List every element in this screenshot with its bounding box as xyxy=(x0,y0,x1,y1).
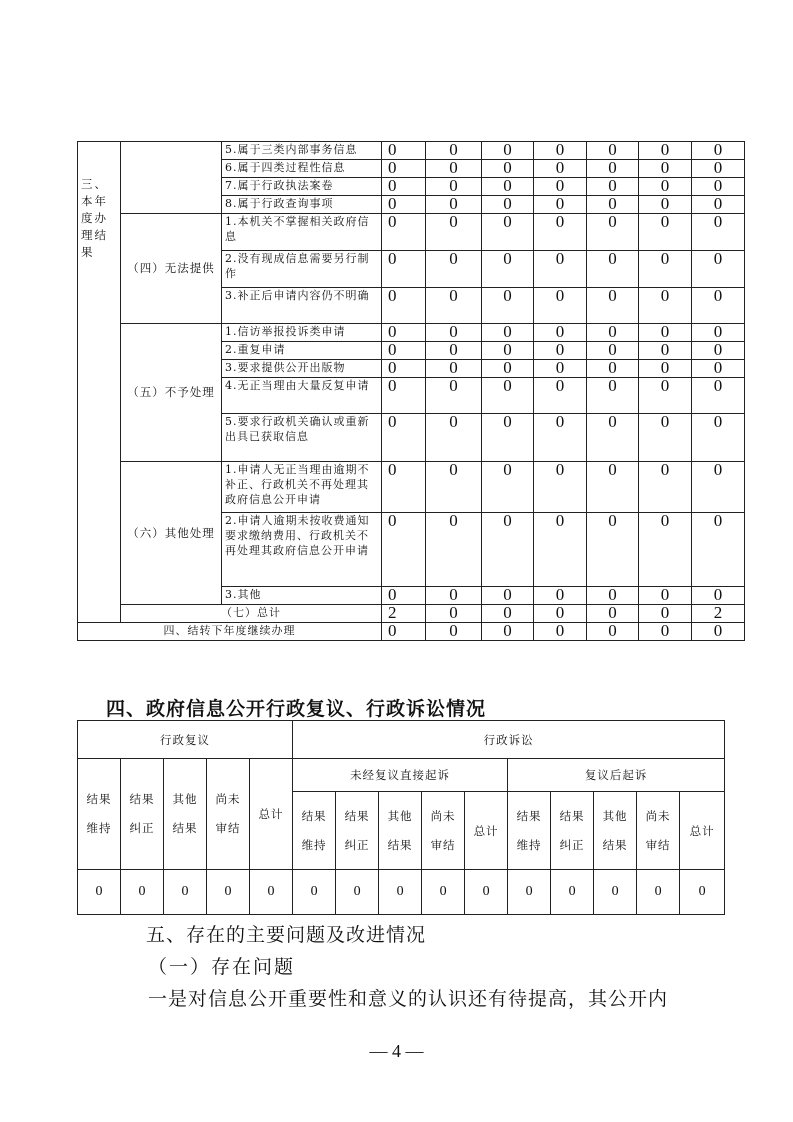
row-label: 3.要求提供公开出版物 xyxy=(222,360,382,378)
review-col-4: 尚未 审结 xyxy=(207,759,250,870)
body-paragraph: 一是对信息公开重要性和意义的认识还有待提高，其公开内 xyxy=(148,988,669,1010)
value-cell: 0 xyxy=(639,623,692,641)
value-cell: 0 xyxy=(692,142,745,160)
value-cell: 0 xyxy=(465,870,508,915)
value-cell: 0 xyxy=(164,870,207,915)
value-cell: 0 xyxy=(482,605,534,623)
value-cell: 0 xyxy=(587,623,639,641)
value-cell: 0 xyxy=(534,462,587,513)
value-cell: 0 xyxy=(692,160,745,178)
value-cell: 0 xyxy=(639,360,692,378)
value-cell: 0 xyxy=(637,870,680,915)
value-cell: 0 xyxy=(207,870,250,915)
section5-title: 五、存在的主要问题及改进情况 xyxy=(146,924,427,946)
value-cell: 0 xyxy=(534,513,587,587)
value-cell: 0 xyxy=(534,214,587,251)
row-label: 2.没有现成信息需要另行制作 xyxy=(222,251,382,288)
value-cell: 0 xyxy=(692,251,745,288)
value-cell: 0 xyxy=(534,324,587,342)
value-cell: 0 xyxy=(692,513,745,587)
value-cell: 0 xyxy=(426,360,482,378)
value-cell: 0 xyxy=(534,160,587,178)
after-review-header: 复议后起诉 xyxy=(508,759,725,792)
direct-col-2: 结果 纠正 xyxy=(336,792,379,870)
value-cell: 0 xyxy=(426,251,482,288)
value-cell: 0 xyxy=(426,623,482,641)
value-cell: 0 xyxy=(692,342,745,360)
value-cell: 0 xyxy=(426,288,482,324)
value-cell: 0 xyxy=(587,513,639,587)
carryover-label: 四、结转下年度继续办理 xyxy=(78,623,382,641)
value-cell: 0 xyxy=(426,605,482,623)
group5-label: （五）不予处理 xyxy=(121,324,222,462)
value-cell: 0 xyxy=(382,160,426,178)
direct-col-1: 结果 维持 xyxy=(293,792,336,870)
value-cell: 0 xyxy=(482,360,534,378)
value-cell: 0 xyxy=(587,251,639,288)
value-cell: 0 xyxy=(382,288,426,324)
value-cell: 0 xyxy=(336,870,379,915)
row-label: 3.其他 xyxy=(222,587,382,605)
category-label: 三、本年度办理结果 xyxy=(78,142,121,623)
value-cell: 0 xyxy=(639,142,692,160)
value-cell: 0 xyxy=(426,342,482,360)
value-cell: 0 xyxy=(587,214,639,251)
value-cell: 0 xyxy=(587,605,639,623)
value-cell: 0 xyxy=(482,160,534,178)
row-label: 1.本机关不掌握相关政府信息 xyxy=(222,214,382,251)
value-cell: 0 xyxy=(534,196,587,214)
value-cell: 0 xyxy=(534,142,587,160)
value-cell: 0 xyxy=(482,324,534,342)
value-cell: 0 xyxy=(587,324,639,342)
after-total: 总计 xyxy=(680,792,725,870)
value-cell: 0 xyxy=(639,196,692,214)
value-cell: 0 xyxy=(482,378,534,414)
value-cell: 0 xyxy=(639,214,692,251)
value-cell: 0 xyxy=(692,178,745,196)
value-cell: 0 xyxy=(587,587,639,605)
value-cell: 0 xyxy=(382,178,426,196)
value-cell: 0 xyxy=(382,214,426,251)
value-cell: 0 xyxy=(482,178,534,196)
value-cell: 0 xyxy=(692,623,745,641)
value-cell: 0 xyxy=(587,462,639,513)
value-cell: 0 xyxy=(534,342,587,360)
value-cell: 0 xyxy=(482,587,534,605)
row-label: 3.补正后申请内容仍不明确 xyxy=(222,288,382,324)
review-col-1: 结果 维持 xyxy=(78,759,121,870)
value-cell: 0 xyxy=(692,288,745,324)
value-cell: 0 xyxy=(426,462,482,513)
row-label: 7.属于行政执法案卷 xyxy=(222,178,382,196)
value-cell: 0 xyxy=(534,605,587,623)
value-cell: 0 xyxy=(382,414,426,462)
value-cell: 0 xyxy=(587,378,639,414)
value-cell: 0 xyxy=(639,178,692,196)
value-cell: 0 xyxy=(426,178,482,196)
value-cell: 0 xyxy=(639,160,692,178)
value-cell: 0 xyxy=(382,462,426,513)
subsection-title: （一）存在问题 xyxy=(148,956,296,978)
value-cell: 0 xyxy=(594,870,637,915)
value-cell: 0 xyxy=(482,623,534,641)
direct-litigation-header: 未经复议直接起诉 xyxy=(293,759,508,792)
value-cell: 0 xyxy=(482,288,534,324)
value-cell: 0 xyxy=(382,251,426,288)
value-cell: 0 xyxy=(639,605,692,623)
row-label: 2.申请人逾期未按收费通知要求缴纳费用、行政机关不再处理其政府信息公开申请 xyxy=(222,513,382,587)
value-cell: 0 xyxy=(534,378,587,414)
value-cell: 0 xyxy=(534,251,587,288)
value-cell: 0 xyxy=(639,414,692,462)
value-cell: 0 xyxy=(293,870,336,915)
row-label: 5.属于三类内部事务信息 xyxy=(222,142,382,160)
application-results-table xyxy=(77,141,745,641)
group4-label: （四）无法提供 xyxy=(121,214,222,324)
value-cell: 0 xyxy=(379,870,422,915)
review-total: 总计 xyxy=(250,759,293,870)
row-label: 2.重复申请 xyxy=(222,342,382,360)
value-cell: 0 xyxy=(382,513,426,587)
total-label: （七）总计 xyxy=(121,605,382,623)
value-cell: 0 xyxy=(639,513,692,587)
value-cell: 0 xyxy=(587,196,639,214)
value-cell: 0 xyxy=(692,414,745,462)
value-cell: 0 xyxy=(382,324,426,342)
value-cell: 0 xyxy=(587,142,639,160)
direct-col-4: 尚未 审结 xyxy=(422,792,465,870)
value-cell: 0 xyxy=(422,870,465,915)
value-cell: 0 xyxy=(587,288,639,324)
value-cell: 0 xyxy=(426,214,482,251)
after-col-1: 结果 维持 xyxy=(508,792,551,870)
value-cell: 0 xyxy=(534,623,587,641)
value-cell: 0 xyxy=(382,342,426,360)
value-cell: 0 xyxy=(426,142,482,160)
group3-cell xyxy=(121,142,222,214)
litigation-header: 行政诉讼 xyxy=(293,721,725,759)
value-cell: 0 xyxy=(551,870,594,915)
row-label: 1.申请人无正当理由逾期不补正、行政机关不再处理其政府信息公开申请 xyxy=(222,462,382,513)
value-cell: 0 xyxy=(692,324,745,342)
value-cell: 0 xyxy=(534,360,587,378)
value-cell: 0 xyxy=(639,587,692,605)
row-label: 4.无正当理由大量反复申请 xyxy=(222,378,382,414)
value-cell: 0 xyxy=(482,342,534,360)
value-cell: 0 xyxy=(482,214,534,251)
direct-total: 总计 xyxy=(465,792,508,870)
value-cell: 0 xyxy=(692,462,745,513)
value-cell: 2 xyxy=(692,605,745,623)
value-cell: 0 xyxy=(482,196,534,214)
page-number: — 4 — xyxy=(369,1041,424,1061)
review-litigation-table xyxy=(77,720,725,915)
value-cell: 0 xyxy=(534,288,587,324)
row-label: 8.属于行政查询事项 xyxy=(222,196,382,214)
review-header: 行政复议 xyxy=(78,721,293,759)
row-label: 5.要求行政机关确认或重新出具已获取信息 xyxy=(222,414,382,462)
value-cell: 0 xyxy=(482,513,534,587)
value-cell: 0 xyxy=(382,378,426,414)
value-cell: 0 xyxy=(482,142,534,160)
row-label: 6.属于四类过程性信息 xyxy=(222,160,382,178)
value-cell: 0 xyxy=(426,196,482,214)
value-cell: 0 xyxy=(78,870,121,915)
value-cell: 0 xyxy=(482,414,534,462)
value-cell: 0 xyxy=(426,324,482,342)
value-cell: 0 xyxy=(692,214,745,251)
group6-label: （六）其他处理 xyxy=(121,462,222,605)
value-cell: 0 xyxy=(692,196,745,214)
after-col-2: 结果 纠正 xyxy=(551,792,594,870)
value-cell: 0 xyxy=(426,587,482,605)
value-cell: 0 xyxy=(382,196,426,214)
value-cell: 0 xyxy=(382,623,426,641)
value-cell: 0 xyxy=(382,587,426,605)
value-cell: 0 xyxy=(587,178,639,196)
value-cell: 0 xyxy=(534,178,587,196)
value-cell: 0 xyxy=(382,142,426,160)
value-cell: 0 xyxy=(680,870,725,915)
value-cell: 0 xyxy=(639,324,692,342)
value-cell: 0 xyxy=(250,870,293,915)
value-cell: 0 xyxy=(534,414,587,462)
value-cell: 0 xyxy=(534,587,587,605)
value-cell: 0 xyxy=(482,462,534,513)
row-label: 1.信访举报投诉类申请 xyxy=(222,324,382,342)
value-cell: 0 xyxy=(587,160,639,178)
value-cell: 0 xyxy=(482,251,534,288)
value-cell: 0 xyxy=(639,462,692,513)
value-cell: 0 xyxy=(426,414,482,462)
value-cell: 0 xyxy=(382,360,426,378)
review-col-2: 结果 纠正 xyxy=(121,759,164,870)
section4-title: 四、政府信息公开行政复议、行政诉讼情况 xyxy=(106,698,487,720)
review-col-3: 其他 结果 xyxy=(164,759,207,870)
value-cell: 0 xyxy=(639,251,692,288)
value-cell: 0 xyxy=(587,360,639,378)
value-cell: 0 xyxy=(692,360,745,378)
value-cell: 0 xyxy=(121,870,164,915)
value-cell: 0 xyxy=(639,342,692,360)
value-cell: 0 xyxy=(692,378,745,414)
value-cell: 0 xyxy=(426,513,482,587)
value-cell: 0 xyxy=(587,342,639,360)
value-cell: 0 xyxy=(639,378,692,414)
after-col-3: 其他 结果 xyxy=(594,792,637,870)
value-cell: 0 xyxy=(508,870,551,915)
value-cell: 0 xyxy=(426,378,482,414)
direct-col-3: 其他 结果 xyxy=(379,792,422,870)
after-col-4: 尚未 审结 xyxy=(637,792,680,870)
value-cell: 0 xyxy=(692,587,745,605)
value-cell: 2 xyxy=(382,605,426,623)
value-cell: 0 xyxy=(639,288,692,324)
value-cell: 0 xyxy=(587,414,639,462)
value-cell: 0 xyxy=(426,160,482,178)
